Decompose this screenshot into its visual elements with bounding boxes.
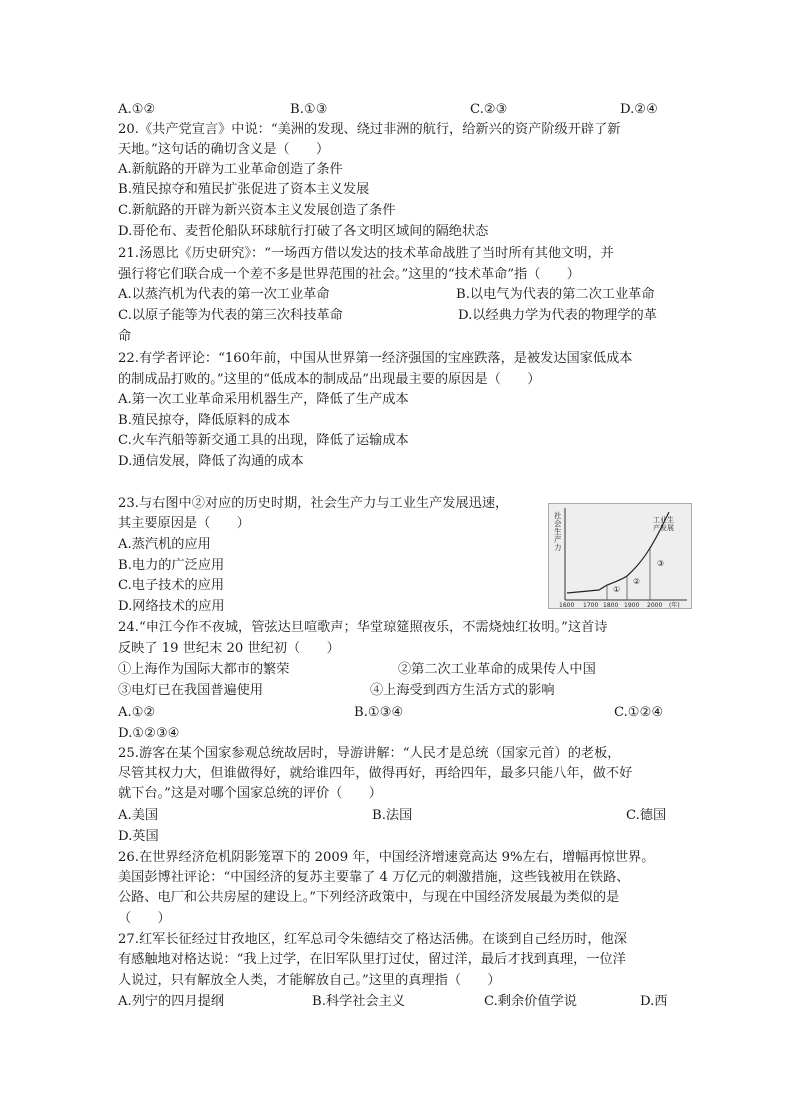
graph-y-label: 社会生产力 [554,511,562,552]
q24-item-1: ①上海作为国际大都市的繁荣 [118,662,290,677]
q20-option-a: A.新航路的开辟为工业革命创造了条件 [118,162,343,177]
q21-option-d: D.以经典力学为代表的物理学的革 [458,308,657,323]
q27-stem-line-3: 人说过，只有解放全人类，才能解放自己。”这里的真理指（ ） [118,973,501,988]
graph-stage-label-1: ① [613,585,621,594]
q20-stem-line-2: 天地。”这句话的确切含义是（ ） [118,142,330,157]
q27-option-a: A.列宁的四月提纲 [118,994,225,1009]
graph-x-tick-1600: 1600 [559,602,575,608]
q23-option-d: D.网络技术的应用 [118,599,225,614]
q27-option-d: D.西 [640,994,668,1009]
q25-stem-line-1: 25.游客在某个国家参观总统故居时，导游讲解：“人民才是总统（国家元首）的老板， [118,746,621,761]
productivity-graph [548,503,692,609]
q19-option-a: A.①② [118,102,156,117]
graph-x-tick-1900: 1900 [624,602,640,608]
graph-x-tick-1800: 1800 [603,602,619,608]
q24-stem-line-1: 24.“申江今作不夜城，管弦达旦喧歌声；华堂琼筵照夜乐，不需烧烛红妆明。”这首诗 [118,620,608,635]
graph-x-tick-1700: 1700 [583,602,599,608]
q19-option-c: C.②③ [470,102,508,117]
q24-stem-line-2: 反映了 19 世纪末 20 世纪初（ ） [118,641,340,656]
q26-stem-line-3: 公路、电厂和公共房屋的建设上。”下列经济政策中，与现在中国经济发展最为类似的是 [118,890,620,905]
q22-option-a: A.第一次工业革命采用机器生产，降低了生产成本 [118,392,409,407]
q24-item-3: ③电灯已在我国普遍使用 [118,683,264,698]
q24-option-a: A.①② [118,705,156,720]
q25-option-a: A.美国 [118,808,159,823]
graph-x-tick-2000: 2000 [647,602,663,608]
q21-option-b: B.以电气为代表的第二次工业革命 [456,287,655,302]
q27-stem-line-1: 27.红军长征经过甘孜地区，红军总司令朱德结交了格达活佛。在谈到自己经历时，他深 [118,932,627,947]
q22-option-d: D.通信发展，降低了沟通的成本 [118,454,304,469]
q23-stem-line-2: 其主要原因是（ ） [118,516,250,531]
q19-option-d: D.②④ [620,102,658,117]
q22-option-b: B.殖民掠夺，降低原料的成本 [118,413,291,428]
q24-item-4: ④上海受到西方生活方式的影响 [370,683,555,698]
productivity-graph-svg [549,504,691,608]
q21-stem-line-2: 强行将它们联合成一个差不多是世界范围的社会。”这里的“技术革命”指（ ） [118,267,580,282]
q26-stem-line-1: 26.在世界经济危机阴影笼罩下的 2009 年，中国经济增速竟高达 9%左右，增幅再惊世界。 [118,850,655,865]
q25-option-d: D.英国 [118,829,159,844]
q20-option-c: C.新航路的开辟为新兴资本主义发展创造了条件 [118,203,396,218]
q27-stem-line-2: 有感触地对格达说：“我上过学，在旧军队里打过仗，留过洋，最后才找到真理，一位洋 [118,952,626,967]
q23-option-b: B.电力的广泛应用 [118,558,225,573]
q23-option-c: C.电子技术的应用 [118,578,225,593]
q20-option-d: D.哥伦布、麦哲伦船队环球航行打破了各文明区域间的隔绝状态 [118,224,489,239]
q21-option-a: A.以蒸汽机为代表的第一次工业革命 [118,287,330,302]
q26-stem-line-2: 美国彭博社评论：“中国经济的复苏主要靠了 4 万亿元的刺激措施，这些钱被用在铁路、 [118,870,630,885]
q25-option-c: C.德国 [626,808,667,823]
q25-stem-line-2: 尽管其权力大，但谁做得好，就给谁四年，做得再好，再给四年，最多只能八年，做不好 [118,766,633,781]
q25-stem-line-3: 就下台。”这是对哪个国家总统的评价（ ） [118,786,382,801]
q24-option-b: B.①③④ [354,705,404,720]
q27-option-b: B.科学社会主义 [312,994,406,1009]
q24-option-d: D.①②③④ [118,726,180,741]
q22-option-c: C.火车汽船等新交通工具的出现，降低了运输成本 [118,433,409,448]
graph-stage-label-3: ③ [657,559,665,568]
q20-stem-line-1: 20.《共产党宣言》中说：“美洲的发现、绕过非洲的航行，给新兴的资产阶级开辟了新 [118,122,621,137]
q22-stem-line-2: 的制成品打败的。”这里的“低成本的制成品”出现最主要的原因是（ ） [118,372,541,387]
q22-stem-line-1: 22.有学者评论：“160年前，中国从世界第一经济强国的宝座跌落，是被发达国家低成本 [118,351,633,366]
q23-option-a: A.蒸汽机的应用 [118,537,211,552]
q24-option-c: C.①②④ [614,705,664,720]
q20-option-b: B.殖民掠夺和殖民扩张促进了资本主义发展 [118,182,370,197]
q27-option-c: C.剩余价值学说 [484,994,577,1009]
q23-stem-line-1: 23.与右图中②对应的历史时期，社会生产力与工业生产发展迅速， [118,496,509,511]
graph-x-unit: (年) [669,602,680,608]
graph-stage-label-2: ② [633,577,641,586]
q26-stem-line-4: （ ） [118,911,171,926]
q21-option-d-wrap: 命 [118,329,132,344]
q19-option-b: B.①③ [290,102,328,117]
q25-option-b: B.法国 [372,808,413,823]
q21-option-c: C.以原子能等为代表的第三次科技革命 [118,308,343,323]
q21-stem-line-1: 21.汤恩比《历史研究》：“一场西方借以发达的技术革命战胜了当时所有其他文明，并 [118,246,614,261]
graph-curve-label: 工业生产发展 [653,516,674,532]
q24-item-2: ②第二次工业革命的成果传人中国 [398,662,596,677]
